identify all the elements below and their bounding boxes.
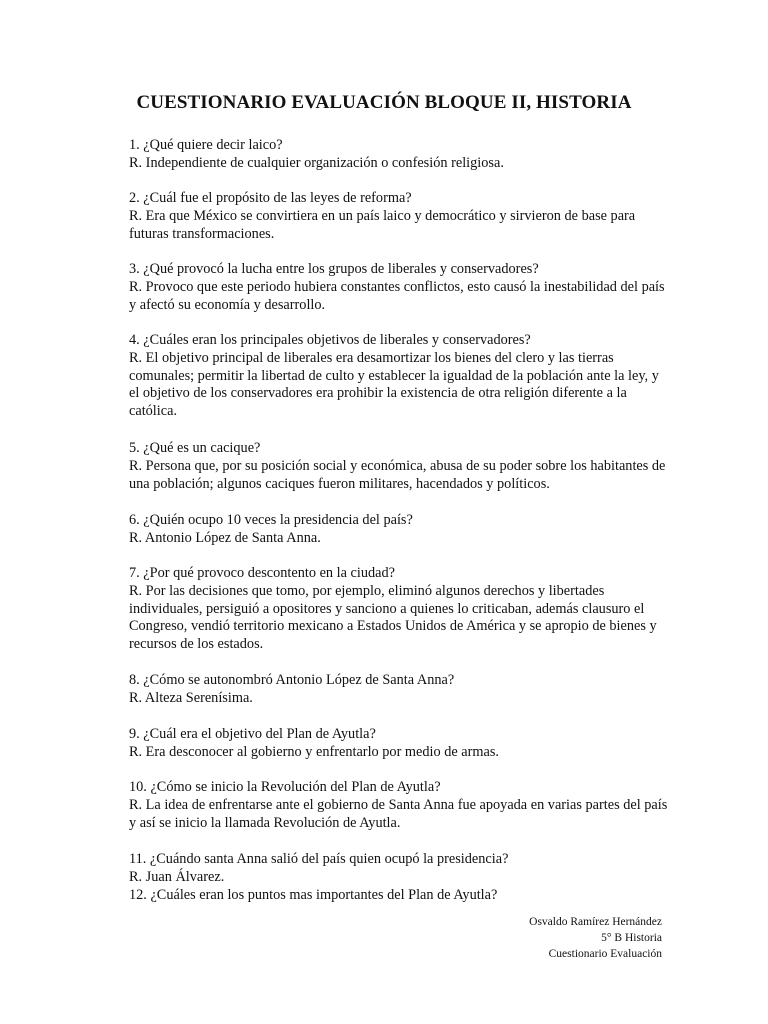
- footer-author: Osvaldo Ramírez Hernández: [529, 916, 662, 928]
- question-block-6: [129, 512, 669, 548]
- answer-7: R. Por las decisiones que tomo, por ejemplo, eliminó algunos derechos y libertades individuales, persiguió a opositores y sanciono a quienes lo criticaban, además clausuro el Congreso, vendió territorio mexicano a Estados Unidos de América y se apropio de bienes y recursos de los estados.: [129, 582, 657, 653]
- question-10: 10. ¿Cómo se inicio la Revolución del Plan de Ayutla?: [129, 779, 441, 795]
- question-block-7: [129, 565, 669, 654]
- document-footer: [529, 914, 662, 962]
- document-title: CUESTIONARIO EVALUACIÓN BLOQUE II, HISTORIA: [136, 92, 632, 113]
- question-block-10: [129, 779, 669, 832]
- footer-doc: Cuestionario Evaluación: [548, 948, 662, 960]
- question-11: 11. ¿Cuándo santa Anna salió del país quien ocupó la presidencia?: [129, 851, 509, 867]
- question-6: 6. ¿Quién ocupo 10 veces la presidencia del país?: [129, 512, 413, 528]
- question-block-11: [129, 851, 669, 904]
- answer-1: R. Independiente de cualquier organización o confesión religiosa.: [129, 154, 504, 171]
- answer-8: R. Alteza Serenísima.: [129, 689, 253, 706]
- question-block-1: [129, 137, 669, 173]
- question-4: 4. ¿Cuáles eran los principales objetivos de liberales y conservadores?: [129, 332, 531, 348]
- question-block-8: [129, 672, 669, 708]
- question-block-4: [129, 332, 669, 421]
- question-block-5: [129, 440, 669, 493]
- question-5: 5. ¿Qué es un cacique?: [129, 440, 261, 456]
- answer-2: R. Era que México se convirtiera en un país laico y democrático y sirvieron de base para futuras transformaciones.: [129, 207, 636, 242]
- question-1: 1. ¿Qué quiere decir laico?: [129, 137, 283, 153]
- question-9: 9. ¿Cuál era el objetivo del Plan de Ayutla?: [129, 726, 376, 742]
- answer-10: R. La idea de enfrentarse ante el gobierno de Santa Anna fue apoyada en varias partes del país y así se inicio la llamada Revolución de Ayutla.: [129, 796, 668, 831]
- question-block-9: [129, 726, 669, 762]
- answer-11: R. Juan Álvarez.: [129, 868, 225, 885]
- question-8: 8. ¿Cómo se autonombró Antonio López de Santa Anna?: [129, 672, 455, 688]
- question-7: 7. ¿Por qué provoco descontento en la ciudad?: [129, 565, 395, 581]
- question-3: 3. ¿Qué provocó la lucha entre los grupos de liberales y conservadores?: [129, 261, 539, 277]
- question-block-2: [129, 190, 669, 243]
- question-12: 12. ¿Cuáles eran los puntos mas importantes del Plan de Ayutla?: [129, 886, 498, 903]
- answer-6: R. Antonio López de Santa Anna.: [129, 529, 321, 546]
- question-2: 2. ¿Cuál fue el propósito de las leyes de reforma?: [129, 190, 412, 206]
- answer-4: R. El objetivo principal de liberales era desamortizar los bienes del clero y las tierras comunales; permitir la libertad de culto y establecer la igualdad de la población ante la ley, y el objetivo de los conservadores era prohibir la existencia de otra religión diferente a la católica.: [129, 349, 659, 420]
- answer-3: R. Provoco que este periodo hubiera constantes conflictos, esto causó la inestabilidad del país y afectó su economía y desarrollo.: [129, 278, 665, 313]
- answer-5: R. Persona que, por su posición social y económica, abusa de su poder sobre los habitantes de una población; algunos caciques fueron militares, hacendados y políticos.: [129, 457, 666, 492]
- question-block-3: [129, 261, 669, 314]
- footer-group: 5° B Historia: [601, 932, 662, 944]
- answer-9: R. Era desconocer al gobierno y enfrentarlo por medio de armas.: [129, 743, 499, 760]
